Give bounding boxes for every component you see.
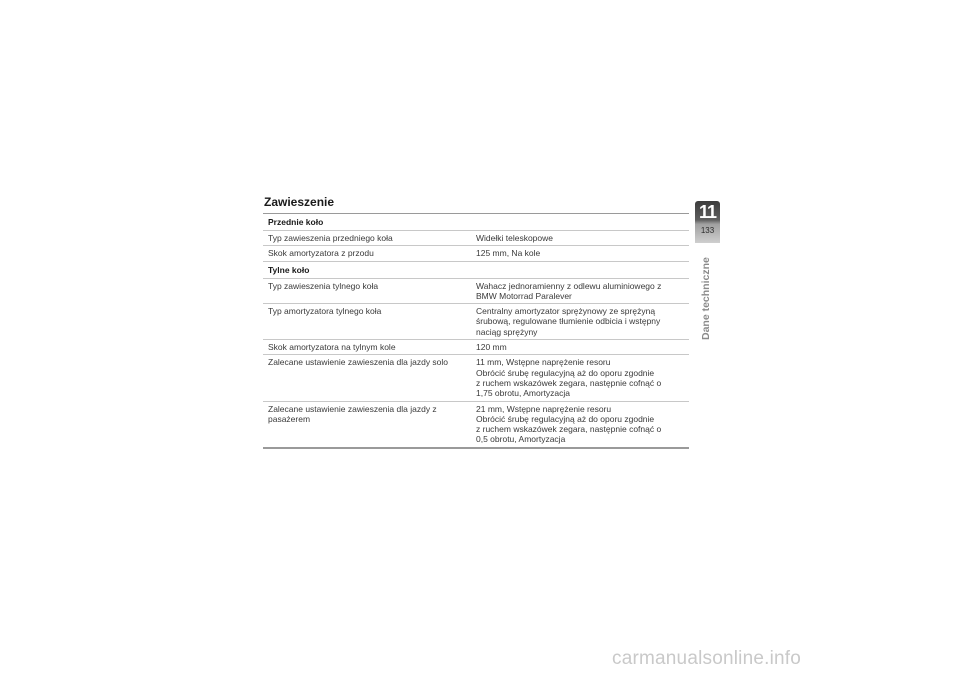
table-row — [263, 401, 689, 447]
spec-value-line: naciąg sprężyny — [476, 326, 538, 337]
table-row — [263, 339, 689, 354]
spec-value-line: Obrócić śrubę regulacyjną aż do oporu zgodnie — [476, 413, 655, 424]
chapter-number: 11 — [698, 202, 717, 222]
table-row — [263, 303, 689, 339]
chapter-tab — [695, 201, 720, 243]
spec-key: Typ zawieszenia tylnego koła — [268, 280, 379, 291]
table-row — [263, 245, 689, 260]
spec-value-line: z ruchem wskazówek zegara, następnie cofnąć o — [476, 377, 662, 388]
spec-value — [471, 279, 689, 304]
spec-value-line: z ruchem wskazówek zegara, następnie cofnąć o — [476, 424, 662, 435]
chapter-side-label: Dane techniczne — [700, 257, 712, 340]
spec-value-line: Obrócić śrubę regulacyjną aż do oporu zgodnie — [476, 367, 655, 378]
spec-value — [471, 402, 689, 447]
spec-value-line: 120 mm — [476, 342, 507, 353]
front-wheel-heading: Przednie koło — [268, 217, 324, 227]
section-title: Zawieszenie — [264, 195, 335, 209]
spec-key: Skok amortyzatora na tylnym kole — [268, 342, 396, 353]
table-row — [263, 230, 689, 245]
spec-value-line: 0,5 obrotu, Amortyzacja — [476, 434, 566, 445]
spec-value-line: BMW Motorrad Paralever — [476, 290, 572, 301]
rear-wheel-heading: Tylne koło — [263, 261, 689, 278]
spec-value-line: 125 mm, Na kole — [476, 248, 541, 259]
spec-value — [471, 231, 689, 245]
spec-value-line: 1,75 obrotu, Amortyzacja — [476, 388, 571, 399]
spec-key: Zalecane ustawienie zawieszenia dla jazdy solo — [268, 357, 449, 368]
table-bottom-rule — [263, 447, 689, 449]
spec-value — [471, 355, 689, 400]
spec-key: Typ amortyzatora tylnego koła — [268, 306, 382, 317]
watermark: carmanualsonline.info — [612, 648, 802, 669]
spec-value-line: 11 mm, Wstępne naprężenie resoru — [476, 357, 611, 368]
suspension-spec-table — [263, 213, 689, 449]
spec-value-line: śrubową, regulowane tłumienie odbicia i wstępny — [476, 316, 661, 327]
spec-key: Typ zawieszenia przedniego koła — [268, 233, 393, 243]
table-row — [263, 354, 689, 400]
page-number: 133 — [700, 226, 715, 235]
spec-value — [471, 340, 689, 354]
spec-value — [471, 246, 689, 260]
spec-value-line: Widełki teleskopowe — [476, 233, 554, 243]
spec-value-line: Centralny amortyzator sprężynowy ze sprężyną — [476, 306, 656, 317]
spec-value — [471, 304, 689, 339]
spec-value-line: Wahacz jednoramienny z odlewu aluminiowego z — [476, 280, 662, 291]
spec-value-line: 21 mm, Wstępne naprężenie resoru — [476, 403, 612, 414]
spec-key: Zalecane ustawienie zawieszenia dla jazdy z pasażerem — [268, 403, 437, 424]
spec-key: Skok amortyzatora z przodu — [268, 248, 374, 259]
table-row — [263, 278, 689, 304]
